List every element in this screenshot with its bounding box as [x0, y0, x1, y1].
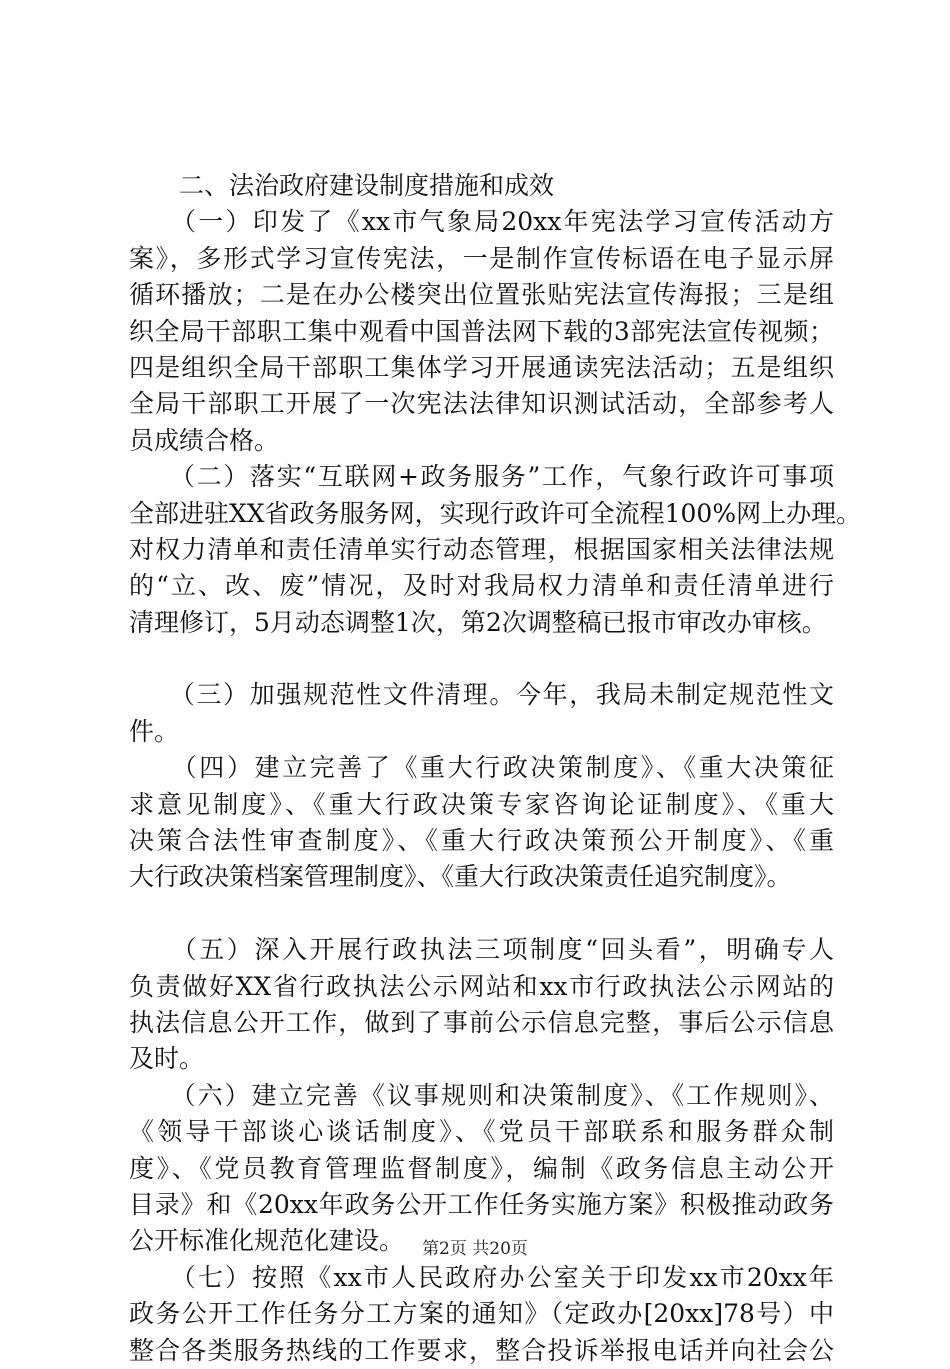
text-line: （四）建立完善了《重大行政决策制度》、《重大决策征 — [129, 753, 834, 783]
paragraph-gap — [129, 641, 834, 677]
text-line: 全局干部职工开展了一次宪法法律知识测试活动，全部参考人 — [129, 389, 834, 419]
paragraph-gap — [129, 896, 834, 932]
text-line: （二）落实“互联网+政务服务”工作，气象行政许可事项 — [129, 462, 834, 492]
text-line: 决策合法性审查制度》、《重大行政决策预公开制度》、《重 — [129, 826, 834, 856]
text-line: 案》，多形式学习宣传宪法，一是制作宣传标语在电子显示屏 — [129, 243, 834, 273]
text-line: 执法信息公开工作，做到了事前公示信息完整，事后公示信息 — [129, 1007, 834, 1037]
text-line: 循环播放；二是在办公楼突出位置张贴宪法宣传海报；三是组 — [129, 280, 834, 310]
text-line: （一）印发了《xx市气象局20xx年宪法学习宣传活动方 — [129, 207, 834, 237]
text-line: 件。 — [129, 716, 180, 746]
text-line: （七）按照《xx市人民政府办公室关于印发xx市20xx年 — [129, 1262, 834, 1292]
text-line: 对权力清单和责任清单实行动态管理，根据国家相关法律法规 — [129, 534, 834, 564]
text-line: 及时。 — [129, 1044, 205, 1074]
text-line: 全部进驻XX省政务服务网，实现行政许可全流程100%网上办理。 — [129, 498, 862, 528]
document-body — [129, 168, 862, 1369]
text-line: 求意见制度》、《重大行政决策专家咨询论证制度》、《重大 — [129, 789, 834, 819]
text-line: 公开标准化规范化建设。 — [129, 1226, 405, 1256]
text-line: 员成绩合格。 — [129, 425, 280, 455]
text-line: （六）建立完善《议事规则和决策制度》、《工作规则》、 — [129, 1080, 834, 1110]
text-line: 大行政决策档案管理制度》、《重大行政决策责任追究制度》。 — [129, 862, 792, 892]
text-line: 整合各类服务热线的工作要求，整合投诉举报电话并向社会公 — [129, 1335, 834, 1365]
text-line: 清理修订，5月动态调整1次，第2次调整稿已报市审改办审核。 — [129, 607, 827, 637]
page-footer: 第2页 共20页 — [422, 1239, 528, 1259]
text-line: 织全局干部职工集中观看中国普法网下载的3部宪法宣传视频； — [129, 316, 834, 346]
text-line: （五）深入开展行政执法三项制度“回头看”，明确专人 — [129, 935, 834, 965]
section-heading: 二、法治政府建设制度措施和成效 — [129, 171, 555, 200]
text-line: 目录》和《20xx年政务公开工作任务实施方案》积极推动政务 — [129, 1189, 834, 1219]
text-line: 四是组织全局干部职工集体学习开展通读宪法活动；五是组织 — [129, 352, 834, 382]
text-line: 政务公开工作任务分工方案的通知》（定政办[20xx]78号）中 — [129, 1299, 834, 1329]
text-line: 度》、《党员教育管理监督制度》，编制《政务信息主动公开 — [129, 1153, 834, 1183]
text-line: 负责做好XX省行政执法公示网站和xx市行政执法公示网站的 — [129, 971, 834, 1001]
text-line: （三）加强规范性文件清理。今年，我局未制定规范性文 — [129, 680, 834, 710]
text-line: 的“立、改、废”情况，及时对我局权力清单和责任清单进行 — [129, 571, 834, 601]
text-line: 《领导干部谈心谈话制度》、《党员干部联系和服务群众制 — [129, 1117, 834, 1147]
